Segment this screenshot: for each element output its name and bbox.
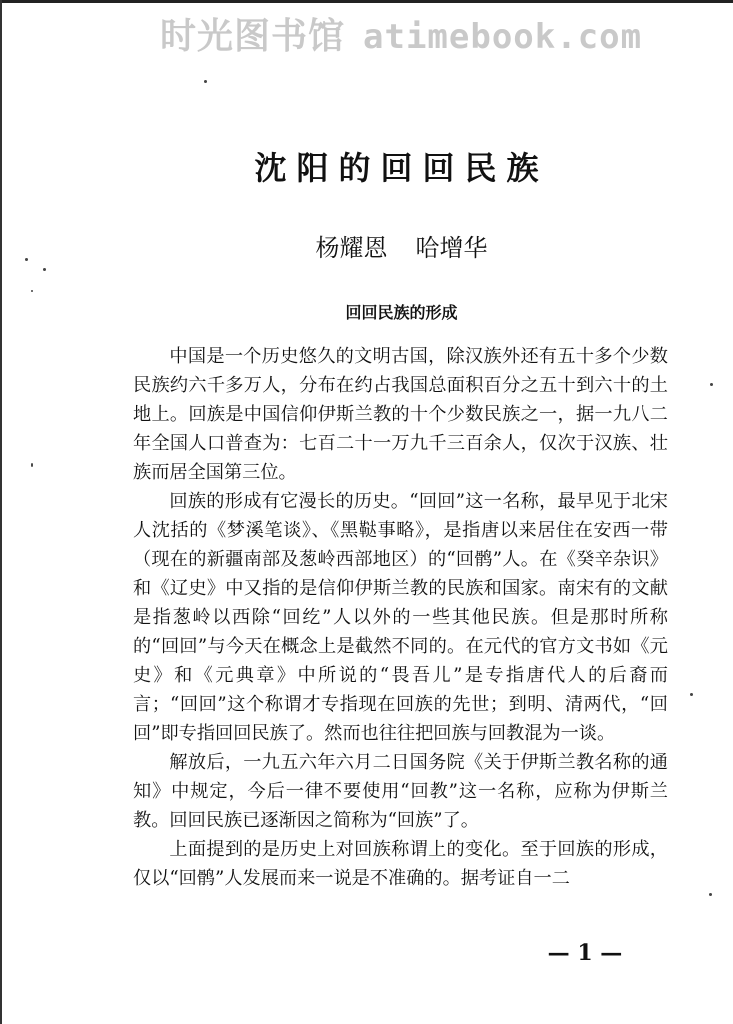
page-number: — 1 —: [547, 940, 623, 966]
author-name: 哈增华: [415, 234, 488, 262]
scan-speck: [43, 268, 46, 271]
body-paragraph: 回族的形成有它漫长的历史。“回回”这一名称，最早见于北宋人沈括的《梦溪笔谈》、《黑鞑事略》，是指唐以来居住在安西一带（现在的新疆南部及葱岭西部地区）的“回鹘”人。在《癸辛杂识》和《辽史》中又指的是信仰伊斯兰教的民族和国家。南宋有的文献是指葱岭以西除“回纥”人以外的一些其他民族。但是那时所称的“回回”与今天在概念上是截然不同的。在元代的官方文书如《元史》和《元典章》中所说的“畏吾儿”是专指唐代人的后裔而言；“回回”这个称谓才专指现在回族的先世；到明、清两代，“回回”即专指回回民族了。然而也往往把回族与回教混为一谈。: [133, 491, 668, 744]
author-name: 杨耀恩: [315, 234, 388, 262]
scan-speck: [690, 693, 693, 696]
body-paragraph: 中国是一个历史悠久的文明古国，除汉族外还有五十多个少数民族约六千多万人，分布在约占我国总面积百分之五十到六十的土地上。回族是中国信仰伊斯兰教的十个少数民族之一，据一九八二年全国人口普查为：七百二十一万九千三百余人，仅次于汉族、壮族而居全国第三位。: [133, 346, 668, 483]
scan-speck: [25, 258, 28, 261]
body-paragraph: 上面提到的是历史上对回族称谓上的变化。至于回族的形成，仅以“回鹘”人发展而来一说是不准确的。据考证自一二: [133, 839, 668, 889]
article-title: 沈阳的回回民族: [254, 149, 549, 187]
body-paragraph: 解放后，一九五六年六月二日国务院《关于伊斯兰教名称的通知》中规定，今后一律不要使用“回教”这一名称，应称为伊斯兰教。回回民族已逐渐因之简称为“回族”了。: [133, 752, 668, 831]
scan-speck: [709, 893, 712, 896]
article-body: [133, 342, 668, 893]
section-heading: 回回民族的形成: [345, 303, 458, 322]
watermark-site: atimebook.com: [363, 17, 643, 57]
scan-speck: [31, 290, 33, 292]
watermark-brand: 时光图书馆: [160, 16, 346, 57]
watermark: [160, 8, 730, 59]
page-top-border: [0, 0, 733, 3]
scan-speck: [204, 80, 207, 83]
scan-speck: [710, 383, 713, 386]
scan-speck: [31, 463, 33, 467]
article-authors: [0, 228, 733, 263]
